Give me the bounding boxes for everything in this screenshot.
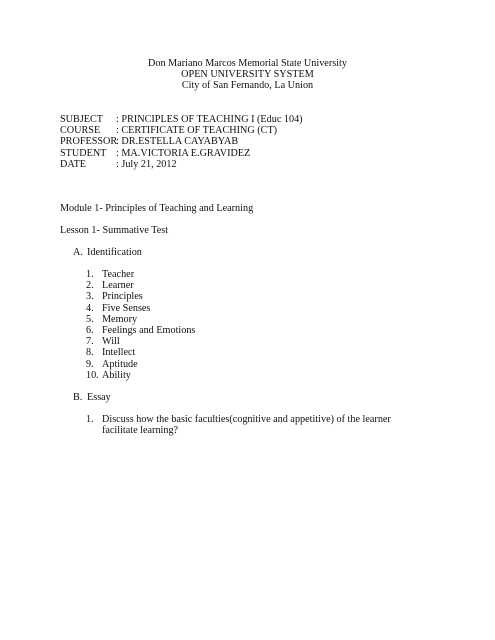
section-title: Identification: [87, 247, 142, 258]
list-item: [86, 314, 195, 325]
list-text: Principles: [102, 291, 143, 303]
list-item: [86, 280, 195, 291]
info-value: : July 21, 2012: [116, 158, 177, 170]
info-row-date: [60, 159, 303, 170]
info-value: : CERTIFICATE OF TEACHING (CT): [116, 125, 278, 137]
list-text: Learner: [102, 280, 134, 292]
identification-list: [86, 269, 195, 381]
list-text: Ability: [102, 369, 131, 381]
list-text: Memory: [102, 313, 138, 325]
list-item: [86, 370, 195, 381]
info-label: DATE: [60, 158, 87, 170]
list-number: 8.: [86, 347, 94, 359]
list-text: Teacher: [102, 269, 135, 280]
info-block: [60, 114, 303, 170]
section-b-heading: [73, 392, 111, 403]
section-title: Essay: [87, 392, 111, 403]
info-label: SUBJECT: [60, 114, 104, 125]
system-name: OPEN UNIVERSITY SYSTEM: [181, 69, 314, 81]
list-text: Feelings and Emotions: [102, 324, 196, 336]
list-number: 2.: [86, 280, 94, 292]
list-item: [86, 303, 195, 314]
list-item: [86, 325, 195, 336]
module-title: Module 1- Principles of Teaching and Learning: [60, 203, 254, 214]
info-row-subject: [60, 114, 303, 125]
list-number: 9.: [86, 358, 94, 370]
list-text: Five Senses: [102, 302, 151, 314]
essay-list: [86, 414, 402, 436]
list-number: 10.: [86, 369, 99, 381]
essay-question: [86, 414, 402, 436]
info-label: PROFESSOR: [60, 136, 118, 148]
list-text: Intellect: [102, 347, 136, 359]
list-item: [86, 291, 195, 302]
list-number: 1.: [86, 269, 94, 280]
list-number: 3.: [86, 291, 94, 303]
list-number: 5.: [86, 313, 94, 325]
info-value: : PRINCIPLES OF TEACHING I (Educ 104): [116, 114, 303, 125]
document-header: [0, 58, 495, 92]
list-item: [86, 347, 195, 358]
essay-text: Discuss how the basic faculties(cognitive and appetitive) of the learner facilitate learning?: [102, 414, 391, 437]
university-name: Don Mariano Marcos Memorial State University: [148, 58, 347, 69]
list-item: [86, 359, 195, 370]
list-text: Aptitude: [102, 358, 138, 370]
info-label: STUDENT: [60, 147, 107, 159]
list-item: [86, 336, 195, 347]
list-number: 1.: [86, 414, 94, 425]
info-value: : DR.ESTELLA CAYABYAB: [116, 136, 239, 148]
list-item: [86, 269, 195, 280]
city-name: City of San Fernando, La Union: [181, 80, 314, 92]
section-letter: A.: [73, 247, 83, 258]
info-value: : MA.VICTORIA E.GRAVIDEZ: [116, 147, 251, 159]
info-row-professor: [60, 136, 303, 147]
list-number: 4.: [86, 302, 94, 314]
info-row-student: [60, 148, 303, 159]
lesson-title: Lesson 1- Summative Test: [60, 225, 169, 236]
info-row-course: [60, 125, 303, 136]
section-letter: B.: [73, 392, 83, 403]
info-label: COURSE: [60, 125, 101, 137]
list-text: Will: [102, 336, 120, 348]
section-a-heading: [73, 247, 142, 258]
list-number: 6.: [86, 324, 94, 336]
list-number: 7.: [86, 336, 94, 348]
